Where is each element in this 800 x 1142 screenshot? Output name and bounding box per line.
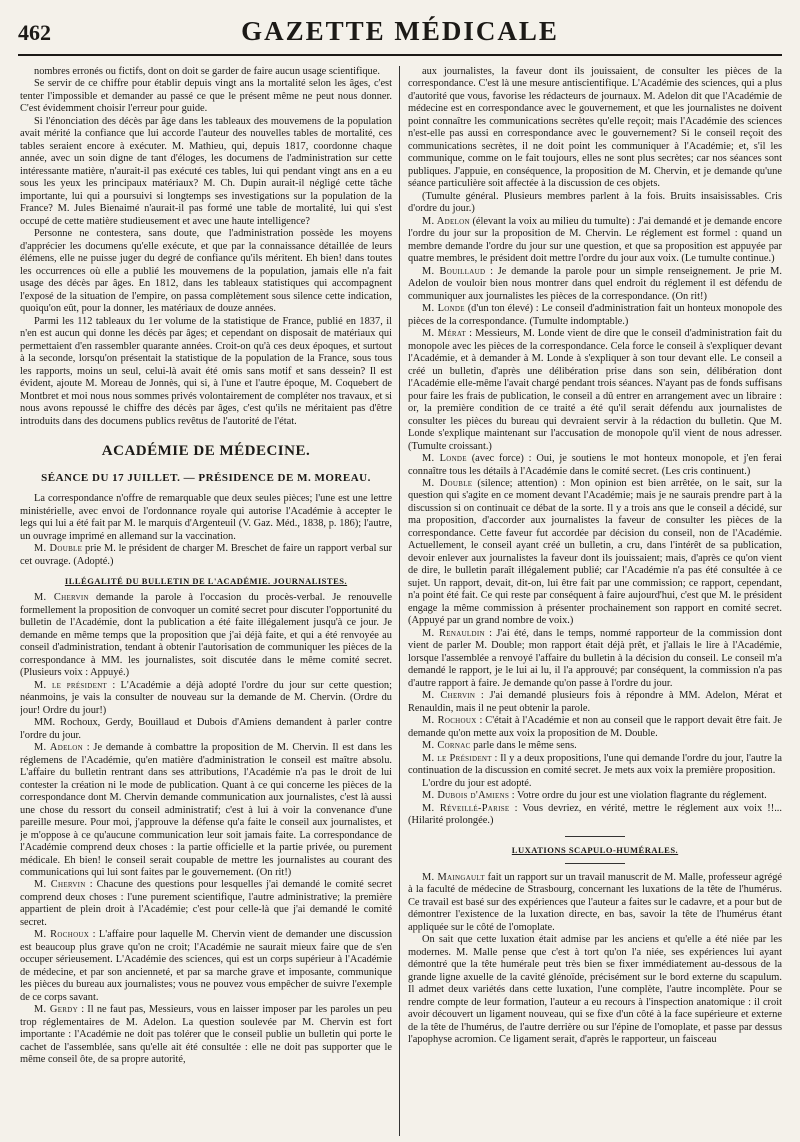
page-number: 462 — [18, 20, 51, 45]
paragraph — [408, 478, 782, 628]
speaker-name: M. Chervin — [34, 592, 89, 604]
speech-text: : Je demande à combattre la proposition de M. Chervin. Il est dans les réglemens de l'Académie, qu'en matière d'administration le conseil est maître absolu. L'affaire du bulletin rentrant dans ses attributions, l'Académie n'a pas le droit de lui contester la création ni le mode de publication. Quant à ce qui concerne les pièces de la correspondance dont M. Chervin demande communication aux journalistes, c'est là aussi une chose du ressort du conseil administratif; c'est à lui à voir la convenance d'une pareille mesure. Pour moi, j'approuve la défense qu'a faite le conseil aux journalistes, et je m'oppose à ce qu'aucune communication leur soit jamais faite. La correspondance de l'Académie comprend deux choses : la partie officielle et la partie privée, ou purement médicale. Eh bien! le conseil serait coupable de mettre les journalistes au courant des communications qui lui sont faites par le gouvernement. (On rit!) — [20, 742, 392, 878]
paragraph: On sait que cette luxation était admise par les anciens et qu'elle a été niée par les modernes. M. Malle pense que c'est à tort qu'on l'a niée, ses expériences lui ayant démontré que la tête humérale peut très bien se fixer immédiatement au-dessous de la grande ligne axuelle de la cavité glénoïde, précisément sur le bord externe du scapulum. Il admet deux variétés dans cette luxation, l'une complète, l'autre incomplète. Pour se rendre compte de leur formation, l'auteur a eu recours à l'inspection anatomique : il croit avoir découvert un ligament nouveau, qui se fixe d'un côté à la face supérieure et externe de la tête de l'humérus, de l'autre derrière ou sur l'épine de l'omoplate, et passe par dessus l'apophyse acromion. Ce ligament serait, d'après le rapporteur, un faisceau — [408, 934, 782, 1046]
speech-text: : C'était à l'Académie et non au conseil que le rapport devait être fait. Je demande qu'on mette aux voix la proposition de M. Double. — [408, 715, 782, 739]
speech-text: : Vous devriez, en vérité, mettre le réglement aux voix !!... (Hilarité prolongée.) — [408, 802, 782, 827]
paragraph — [20, 879, 392, 929]
speaker-name: M. Adelon — [34, 742, 83, 754]
speech-text: : J'ai été, dans le temps, nommé rapporteur de la commission dont vient de parler M. Double; mon rapport était déjà prêt, et j'allais le lire à l'Académie, lorsque l'assemblée a renvoyé l'affaire du bulletin à la décision du conseil. Le conseil m'a demandé le rapport, je le lui ai lu, il l'a approuvé; par conséquent, la commission n'a pas d'autre rapport à faire. Je demande qu'on passe à l'ordre du jour. — [408, 627, 782, 689]
subhead-luxations: LUXATIONS SCAPULO-HUMÉRALES. — [511, 844, 679, 855]
speech-text: demande la parole à l'occasion du procès-verbal. Je renouvelle formellement la proposition de convoquer un comité secret pour discuter l'opportunité du bulletin de l'Académie, dont la publication a été faite illégalement jusqu'à ce jour. Je demande en même temps que la proposition que j'ai déjà faite, et qui a été renvoyée au conseil d'administration, tendant à obtenir l'autorisation de communiquer les pièces de la correspondance à MM. les journalistes, soit discutée dans le même comité secret. (Plusieurs voix : Appuyé.) — [20, 592, 392, 679]
speaker-name: M. Dubois d'Amiens — [422, 790, 510, 802]
speaker-name: M. Bouillaud — [422, 265, 486, 277]
speech-text: (avec force) : Oui, je soutiens le mot honteux monopole, et j'en ferai connaître tous les détails à l'Académie dans le comité secret. (Les cris continuent.) — [408, 453, 782, 477]
speaker-name: M. Chervin — [422, 690, 476, 702]
paragraph — [408, 328, 782, 453]
paragraph — [408, 740, 782, 752]
paragraph: MM. Rochoux, Gerdy, Bouillaud et Dubois d'Amiens demandent à parler contre l'ordre du jour. — [20, 717, 392, 741]
right-column — [408, 66, 782, 1136]
paragraph — [20, 592, 392, 679]
paragraph — [20, 1004, 392, 1066]
page-header — [18, 14, 782, 56]
left-column — [20, 66, 392, 1136]
paragraph — [408, 803, 782, 828]
seance-heading: SÉANCE DU 17 JUILLET. — PRÉSIDENCE DE M. MOREAU. — [41, 472, 371, 485]
section-divider — [565, 863, 625, 864]
paragraph — [408, 872, 782, 934]
column-divider — [399, 66, 400, 1136]
paragraph: La correspondance n'offre de remarquable que deux seules pièces; l'une est une lettre ministérielle, avec envoi de l'ordonnance royale qui autorise l'Académie à accepter le legs qui lui a été fait par M. le marquis d'Argenteuil (V. Gaz. Méd., 1838, p. 186); l'autre, un ouvrage imprimé en allemand sur la vaccination. — [20, 493, 392, 542]
speaker-name: M. Mérat — [422, 328, 467, 340]
speaker-name: M. Double — [34, 543, 83, 555]
paragraph — [20, 929, 392, 1004]
paragraph: (Tumulte général. Plusieurs membres parlent à la fois. Bruits insaisissables. Cris d'ordre du jour.) — [408, 190, 782, 215]
speech-text: : Chacune des questions pour lesquelles j'ai demandé le comité secret comprend deux choses : l'une purement scientifique, l'autre administrative; la première appartient de plein droit à l'Académie; c'est pour celle-là que j'ai demandé le comité secret. — [20, 879, 392, 928]
paragraph: Si l'énonciation des décès par âge dans les tableaux des mouvemens de la population avait mérité la confiance que lui accorde l'auteur des nouvelles tables de mortalité, ces tables seraient encore à exécuter. M. Mathieu, qui, depuis 1817, coordonne chaque année, avec un soin digne de tant d'éloges, les documens de l'administration sur cette intéressante matière, n'aurait-il pas exécuté ces tables, lui qui pendant vingt ans en a eu sous les yeux les principaux matériaux? M. Ch. Dupin aurait-il négligé cette tâche importante, lui qui a poursuivi si longtemps ses investigations sur la population de la France? M. Jules Bienaimé n'aurait-il pas formé une table de mortalité, lui qui s'est occupé de cette matière studieusement et avec une haute intelligence? — [20, 115, 392, 227]
paragraph — [408, 690, 782, 715]
speaker-name: M. le Président — [422, 752, 492, 764]
section-divider — [565, 836, 625, 837]
speech-text: : Il y a deux propositions, l'une qui demande l'ordre du jour, l'autre la continuation de la discussion en comité secret. Je mets aux voix la première proposition. — [408, 752, 782, 777]
speech-text: fait un rapport sur un travail manuscrit de M. Malle, professeur agrégé à la faculté de médecine de Strasbourg, concernant les luxations de la tête de l'humérus. Ce travail est basé sur des expériences que l'auteur a faites sur le cadavre, et a pour but de démontrer l'existence de la luxation directe, en bas, savoir la tête de l'humérus étant appliquée sur le côté de l'omoplate. — [408, 871, 782, 933]
speaker-name: M. le président — [34, 679, 108, 691]
paragraph — [408, 628, 782, 690]
speaker-name: M. Chervin — [34, 879, 86, 891]
speech-text: (silence; attention) : Mon opinion est bien arrêtée, on le sait, sur la question qui s'agite en ce moment devant l'Académie; mais je ne saurais prendre part à la discussion si on continuait ce débat de la sorte. Il y a trois ans que le conseil a décidé, sur ma proposition, d'accorder aux journalistes la faveur de consulter les pièces de la correspondance. Cette faveur fut accordée par décision du conseil, non de l'Académie. Actuellement, le conseil ayant créé un bulletin, a cru, dans l'intérêt de sa publication, devoir enlever aux journalistes la faveur dont ils jouissaient; mais, d'après ce qu'on vient de dire, le bulletin paraît illégalement publié; car l'Académie n'a pas été consultée à ce sujet. Un rapport, devait, dit-on, lui être fait par une commission; ce rapport, cependant, n'a point été fait. Ce qui reste par conséquent à faire aujourd'hui, c'est que M. le président engage la même commission à présenter prochainement son rapport en comité secret. (Appuyé par un grand nombre de voix.) — [408, 477, 782, 627]
speaker-name: M. Réveillé-Parise — [422, 802, 510, 814]
paragraph — [408, 453, 782, 478]
paragraph — [408, 753, 782, 778]
speech-text: (élevant la voix au milieu du tumulte) : J'ai demandé et je demande encore l'ordre du jour sur la proposition de M. Chervin. Le réglement est formel : quand un membre demande l'ordre du jour sur une question, et que sa proposition est appuyée par quatre membres, le président doit mettre l'ordre du jour aux voix. (Le tumulte continue.) — [408, 215, 782, 265]
speech-text: : J'ai demandé plusieurs fois à répondre à MM. Adelon, Mérat et Renauldin, mais il ne peut obtenir la parole. — [408, 690, 782, 714]
paragraph — [20, 543, 392, 568]
speaker-name: M. Double — [422, 477, 473, 489]
paragraph — [20, 742, 392, 879]
speaker-name: M. Rochoux — [34, 929, 90, 941]
paragraph — [408, 715, 782, 740]
paragraph: Se servir de ce chiffre pour établir depuis vingt ans la mortalité selon les âges, c'est tenter l'impossible et demander au passé ce que le présent même ne peut nous donner. C'est évidemment choisir l'erreur pour guide. — [20, 78, 392, 115]
paragraph — [408, 266, 782, 303]
section-title-academie: ACADÉMIE DE MÉDECINE. — [101, 443, 311, 460]
paragraph: L'ordre du jour est adopté. — [422, 777, 532, 789]
speaker-name: M. Maingault — [422, 871, 485, 883]
subhead-illegalite: ILLÉGALITÉ DU BULLETIN DE L'ACADÉMIE. JOURNALISTES. — [64, 576, 348, 587]
speech-text: prie M. le président de charger M. Breschet de faire un rapport verbal sur cet ouvrage. (Adopté.) — [20, 543, 392, 567]
paragraph: Personne ne contestera, sans doute, que l'administration possède les moyens d'apprécier les documens qu'elle exécute, et que par la connaissance détaillée de leurs élémens, elle ne puisse juger du degré de confiance qu'ils méritent. Eh bien! dans toutes les occurrences où elle a publié les mouvemens de la population, jamais elle n'a fait usage des décès par âges. En 1812, dans les tableaux statistiques qui accompagnent l'exposé de la situation de l'empire, on passa complètement sous silence cette indication, quoiqu'on eût, pour la donner, les matériaux de douze années. — [20, 228, 392, 315]
speaker-name: M. Gerdy — [34, 1004, 78, 1016]
speech-text: : Votre ordre du jour est une violation flagrante du réglement. — [509, 790, 767, 802]
speaker-name: M. Cornac — [422, 740, 471, 752]
speech-text: : L'affaire pour laquelle M. Chervin vient de demander une discussion est beaucoup plus grave qu'on ne croit; l'Académie ne saurait mieux faire que de s'en occuper sérieusement. L'Académie des sciences, qui est un corps supérieur à l'Académie de médecine, et par son ancienneté, et par sa marche grave et imposante, communique les pièces du bureau aux journalistes; vous ne pouvez vous empêcher de suivre l'exemple de ce corps savant. — [20, 929, 392, 1003]
speaker-name: M. Londe — [422, 453, 467, 465]
speaker-name: M. Londe — [422, 303, 465, 315]
speaker-name: M. Rochoux — [422, 715, 477, 727]
speaker-name: M. Adelon — [422, 215, 470, 227]
paragraph: aux journalistes, la faveur dont ils jouissaient, de consulter les pièces de la correspondance. C'est là une mesure antiscientifique. L'Académie des sciences, qui a plus d'autorité que vous, favorise les rédacteurs de journaux. M. Adelon dit que l'Académie de médecine est en correspondance avec le gouvernement, et que les journalistes ne doivent point connaître les communications secrètes qu'elle reçoit; mais l'Académie des sciences n'est-elle pas aussi en correspondance avec le gouvernement? Si le conseil reçoit des communications secrètes, il ne doit point les communiquer à l'Académie; et, s'il les communique, comme on le fait toujours, elles ne sont plus secrètes; car nos séances sont publiques. J'appuie, en conséquence, la proposition de M. Chervin, et je demande qu'une séance particulière soit affectée à la discussion de ces objets. — [408, 66, 782, 190]
paragraph — [408, 216, 782, 266]
paragraph: nombres erronés ou fictifs, dont on doit se garder de faire aucun usage scientifique. — [34, 66, 380, 77]
speech-text: parle dans le même sens. — [470, 740, 577, 752]
speech-text: : L'Académie a déjà adopté l'ordre du jour sur cette question; néanmoins, je vais la consulter de nouveau sur la demande de M. Chervin. (Ordre du jour! Ordre du jour!) — [20, 679, 392, 716]
paragraph — [20, 680, 392, 717]
speech-text: : Messieurs, M. Londe vient de dire que le conseil d'administration fait du monopole avec les pièces de la correspondance. Cela force le conseil à s'expliquer devant l'Académie, et à demander à M. Londe à s'expliquer à son tour devant elle. Le conseil a créé un bulletin, d'après une délibération prise dans son sein, délibération dont l'Académie elle-même l'avait chargé pendant trois séances. N'ayant pas de fonds suffisans pour faire les frais de publication, le conseil a dû entrer en arrangement avec un libraire : or, la première condition de ce traité a été qu'il serait défendu aux journalistes de consulter les pièces du bureau qui devraient servir à la rédaction du bulletin. Que M. Londe s'explique maintenant sur l'accusation de monopole qu'il vient de nous adresser. (Tumulte croissant.) — [408, 328, 782, 452]
paragraph: Parmi les 112 tableaux du 1er volume de la statistique de France, publié en 1837, il n'en est aucun qui donne les décès par âges; et cependant on disposait de matériaux qui permettaient d'en rassembler quarante années. Croit-on qu'à ces deux époques, et surtout à la seconde, lorsqu'on présentait la statistique de la population de la France, sous tous les rapports, moins un seul, celui-là avait été omis sans motif et sans dessein? Il est évident, ajoute M. Moreau de Jonnès, qui si, à l'une et l'autre époque, M. Coquebert de Montbret et moi nous nous sommes privés volontairement de compléter nos travaux, et si nous avons repoussé le chiffre des décès par âges, c'est qu'ils ne méritaient pas d'être introduits dans des documens publics revêtus de l'autorité de l'état. — [20, 315, 392, 427]
masthead-title: GAZETTE MÉDICALE — [241, 16, 559, 46]
paragraph — [408, 303, 782, 328]
speech-text: : Je demande la parole pour un simple renseignement. Je prie M. Adelon de vouloir bien nous montrer dans quel endroit du réglement il est défendu de communiquer aux journalistes les pièces de la correspondance. (On rit!) — [408, 265, 782, 302]
speech-text: : Il ne faut pas, Messieurs, vous en laisser imposer par les paroles un peu trop réglementaires de M. Adelon. La question soulevée par M. Chervin est fort importante : l'Académie ne doit pas tolérer que le conseil publie un bulletin qui porte le cachet de l'assemblée, sans qu'elle ait été consultée : elle ne doit pas supporter que le même conseil ôte, de sa propre autorité, — [20, 1004, 392, 1066]
paragraph — [408, 790, 782, 802]
speech-text: (d'un ton élevé) : Le conseil d'administration fait un honteux monopole des pièces de la correspondance. (Tumulte indomptable.) — [408, 303, 782, 327]
speaker-name: M. Renauldin — [422, 627, 485, 639]
